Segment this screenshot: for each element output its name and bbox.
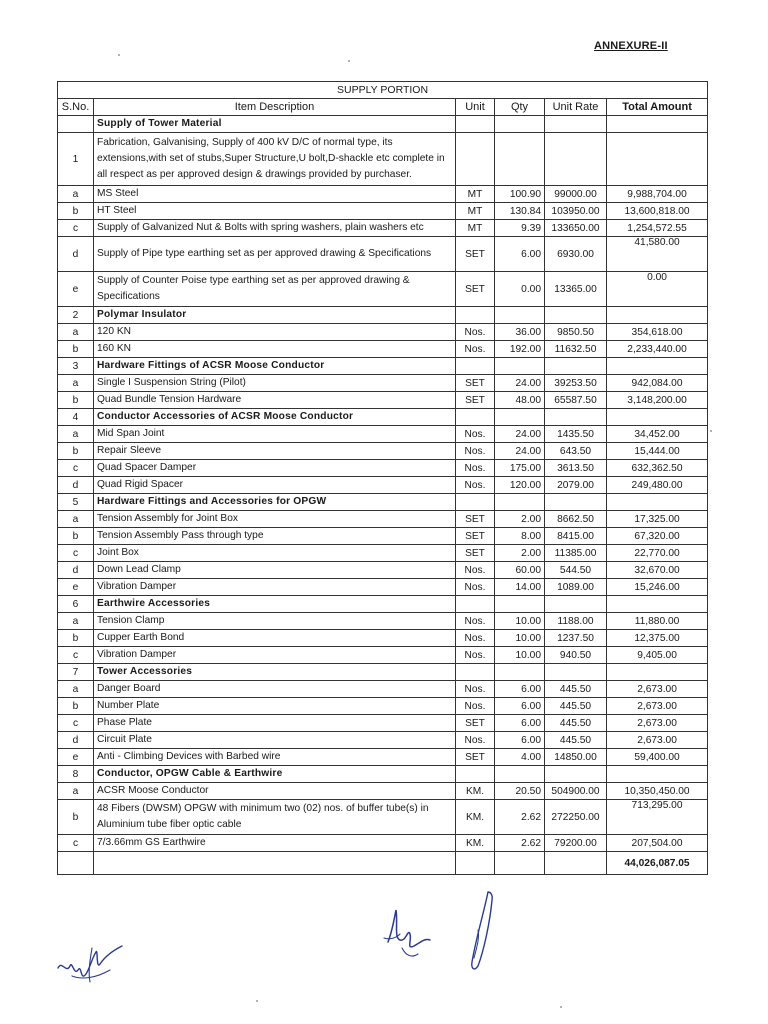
row-description: Mid Span Joint xyxy=(94,426,456,443)
row-unit: SET xyxy=(456,715,495,732)
row-unit-rate: 8415.00 xyxy=(545,528,607,545)
row-unit: KM. xyxy=(456,835,495,852)
row-description: Tension Assembly Pass through type xyxy=(94,528,456,545)
table-row xyxy=(58,579,708,596)
row-sno: d xyxy=(58,237,94,272)
row-unit xyxy=(456,116,495,133)
row-unit: SET xyxy=(456,511,495,528)
row-qty xyxy=(495,664,545,681)
table-row xyxy=(58,562,708,579)
row-unit-rate: 3613.50 xyxy=(545,460,607,477)
row-total-amount: 632,362.50 xyxy=(607,460,708,477)
row-qty xyxy=(495,133,545,186)
row-unit-rate: 2079.00 xyxy=(545,477,607,494)
row-sno: a xyxy=(58,511,94,528)
row-description: Quad Rigid Spacer xyxy=(94,477,456,494)
row-unit xyxy=(456,494,495,511)
table-body xyxy=(58,116,708,852)
row-unit: Nos. xyxy=(456,443,495,460)
row-sno: 1 xyxy=(58,133,94,186)
table-row xyxy=(58,460,708,477)
row-unit: SET xyxy=(456,272,495,307)
row-total-amount: 67,320.00 xyxy=(607,528,708,545)
row-total-amount xyxy=(607,494,708,511)
section-row xyxy=(58,358,708,375)
row-qty: 9.39 xyxy=(495,220,545,237)
row-unit-rate: 940.50 xyxy=(545,647,607,664)
table-row xyxy=(58,545,708,562)
row-unit: SET xyxy=(456,392,495,409)
row-unit: MT xyxy=(456,203,495,220)
row-sno: a xyxy=(58,426,94,443)
row-description: 7/3.66mm GS Earthwire xyxy=(94,835,456,852)
row-qty xyxy=(495,596,545,613)
row-qty: 120.00 xyxy=(495,477,545,494)
row-sno: b xyxy=(58,800,94,835)
row-qty: 6.00 xyxy=(495,732,545,749)
row-unit: SET xyxy=(456,237,495,272)
table-row xyxy=(58,203,708,220)
row-sno: 6 xyxy=(58,596,94,613)
row-sno: b xyxy=(58,630,94,647)
row-sno xyxy=(58,116,94,133)
row-unit-rate: 1435.50 xyxy=(545,426,607,443)
row-total-amount: 34,452.00 xyxy=(607,426,708,443)
table-row xyxy=(58,341,708,358)
row-unit-rate: 272250.00 xyxy=(545,800,607,835)
row-qty: 192.00 xyxy=(495,341,545,358)
table-row xyxy=(58,647,708,664)
row-description: Cupper Earth Bond xyxy=(94,630,456,647)
row-total-amount: 2,673.00 xyxy=(607,698,708,715)
row-qty: 48.00 xyxy=(495,392,545,409)
table-row xyxy=(58,237,708,272)
row-unit-rate: 445.50 xyxy=(545,715,607,732)
row-unit-rate: 445.50 xyxy=(545,698,607,715)
table-row xyxy=(58,220,708,237)
row-total-amount xyxy=(607,133,708,186)
table-row xyxy=(58,732,708,749)
row-unit-rate: 8662.50 xyxy=(545,511,607,528)
row-sno: c xyxy=(58,220,94,237)
row-description: Single I Suspension String (Pilot) xyxy=(94,375,456,392)
row-description: Hardware Fittings and Accessories for OPGW xyxy=(94,494,456,511)
row-sno: b xyxy=(58,698,94,715)
row-unit-rate: 643.50 xyxy=(545,443,607,460)
row-unit-rate: 79200.00 xyxy=(545,835,607,852)
section-row xyxy=(58,664,708,681)
section-row xyxy=(58,409,708,426)
section-row xyxy=(58,307,708,324)
row-qty: 8.00 xyxy=(495,528,545,545)
row-qty xyxy=(495,116,545,133)
row-total-amount xyxy=(607,307,708,324)
row-sno: e xyxy=(58,272,94,307)
row-unit-rate: 504900.00 xyxy=(545,783,607,800)
grand-total-amount: 44,026,087.05 xyxy=(607,852,708,875)
row-unit xyxy=(456,358,495,375)
row-unit-rate: 1237.50 xyxy=(545,630,607,647)
table-title: SUPPLY PORTION xyxy=(58,82,708,99)
row-description: Joint Box xyxy=(94,545,456,562)
row-description: Supply of Pipe type earthing set as per approved drawing & Specifications xyxy=(94,237,456,272)
header-unit-rate: Unit Rate xyxy=(545,99,607,116)
row-description: Tension Assembly for Joint Box xyxy=(94,511,456,528)
row-unit-rate: 544.50 xyxy=(545,562,607,579)
row-qty: 100.90 xyxy=(495,186,545,203)
row-unit-rate: 445.50 xyxy=(545,732,607,749)
row-sno: a xyxy=(58,375,94,392)
row-unit: SET xyxy=(456,375,495,392)
row-unit: SET xyxy=(456,545,495,562)
section-row xyxy=(58,494,708,511)
scan-speck xyxy=(348,60,350,62)
row-total-amount: 2,673.00 xyxy=(607,715,708,732)
row-sno: 4 xyxy=(58,409,94,426)
row-unit-rate: 11632.50 xyxy=(545,341,607,358)
row-description: Quad Bundle Tension Hardware xyxy=(94,392,456,409)
row-total-amount: 3,148,200.00 xyxy=(607,392,708,409)
row-unit-rate xyxy=(545,133,607,186)
table-row xyxy=(58,133,708,186)
row-qty: 6.00 xyxy=(495,237,545,272)
row-unit-rate xyxy=(545,766,607,783)
row-qty: 24.00 xyxy=(495,375,545,392)
header-unit: Unit xyxy=(456,99,495,116)
row-sno: a xyxy=(58,681,94,698)
row-unit: MT xyxy=(456,220,495,237)
row-unit: Nos. xyxy=(456,460,495,477)
row-total-amount: 354,618.00 xyxy=(607,324,708,341)
row-unit: Nos. xyxy=(456,647,495,664)
row-qty: 2.00 xyxy=(495,511,545,528)
row-total-amount: 2,233,440.00 xyxy=(607,341,708,358)
table-row xyxy=(58,835,708,852)
row-qty: 6.00 xyxy=(495,681,545,698)
row-sno: c xyxy=(58,715,94,732)
row-unit-rate: 103950.00 xyxy=(545,203,607,220)
row-total-amount: 9,405.00 xyxy=(607,647,708,664)
row-unit: Nos. xyxy=(456,732,495,749)
row-unit-rate: 39253.50 xyxy=(545,375,607,392)
row-unit-rate xyxy=(545,307,607,324)
annexure-label: ANNEXURE-II xyxy=(594,40,668,52)
row-total-amount: 0.00 xyxy=(607,272,708,307)
row-qty: 0.00 xyxy=(495,272,545,307)
row-sno: d xyxy=(58,477,94,494)
row-sno: c xyxy=(58,647,94,664)
row-sno: a xyxy=(58,324,94,341)
section-row xyxy=(58,766,708,783)
row-description: Supply of Counter Poise type earthing set as per approved drawing & Specifications xyxy=(94,272,456,307)
row-unit: Nos. xyxy=(456,698,495,715)
row-description: Hardware Fittings of ACSR Moose Conductor xyxy=(94,358,456,375)
row-unit-rate: 445.50 xyxy=(545,681,607,698)
row-qty: 36.00 xyxy=(495,324,545,341)
table-row xyxy=(58,392,708,409)
row-unit xyxy=(456,409,495,426)
row-description: ACSR Moose Conductor xyxy=(94,783,456,800)
row-unit: KM. xyxy=(456,783,495,800)
row-qty: 6.00 xyxy=(495,698,545,715)
row-description: Down Lead Clamp xyxy=(94,562,456,579)
row-unit-rate: 1089.00 xyxy=(545,579,607,596)
row-sno: 2 xyxy=(58,307,94,324)
grand-total-blank xyxy=(94,852,456,875)
row-description: Supply of Tower Material xyxy=(94,116,456,133)
row-description: Earthwire Accessories xyxy=(94,596,456,613)
row-qty: 2.62 xyxy=(495,835,545,852)
row-sno: e xyxy=(58,579,94,596)
row-description: 48 Fibers (DWSM) OPGW with minimum two (02) nos. of buffer tube(s) in Aluminium tube fiber optic cable xyxy=(94,800,456,835)
row-description: Number Plate xyxy=(94,698,456,715)
row-unit-rate: 11385.00 xyxy=(545,545,607,562)
row-total-amount xyxy=(607,664,708,681)
row-sno: 3 xyxy=(58,358,94,375)
row-sno: c xyxy=(58,835,94,852)
section-row xyxy=(58,596,708,613)
row-sno: b xyxy=(58,443,94,460)
row-unit: Nos. xyxy=(456,681,495,698)
row-total-amount: 249,480.00 xyxy=(607,477,708,494)
row-qty: 20.50 xyxy=(495,783,545,800)
row-sno: d xyxy=(58,562,94,579)
table-row xyxy=(58,613,708,630)
grand-total-blank xyxy=(58,852,94,875)
row-unit-rate: 99000.00 xyxy=(545,186,607,203)
row-description: Conductor Accessories of ACSR Moose Conductor xyxy=(94,409,456,426)
row-unit-rate: 133650.00 xyxy=(545,220,607,237)
row-unit xyxy=(456,596,495,613)
header-description: Item Description xyxy=(94,99,456,116)
row-description: 160 KN xyxy=(94,341,456,358)
table-row xyxy=(58,477,708,494)
row-sno: a xyxy=(58,613,94,630)
row-unit: Nos. xyxy=(456,477,495,494)
row-unit-rate xyxy=(545,664,607,681)
supply-portion-table xyxy=(57,81,708,875)
table-row xyxy=(58,749,708,766)
row-unit-rate: 13365.00 xyxy=(545,272,607,307)
row-unit xyxy=(456,133,495,186)
scan-speck xyxy=(256,1000,258,1002)
row-unit xyxy=(456,766,495,783)
row-unit-rate: 9850.50 xyxy=(545,324,607,341)
row-sno: 8 xyxy=(58,766,94,783)
row-sno: a xyxy=(58,783,94,800)
row-unit-rate: 1188.00 xyxy=(545,613,607,630)
row-qty xyxy=(495,494,545,511)
row-description: Phase Plate xyxy=(94,715,456,732)
signature-left xyxy=(52,930,132,990)
grand-total-blank xyxy=(495,852,545,875)
row-total-amount: 2,673.00 xyxy=(607,681,708,698)
row-total-amount: 942,084.00 xyxy=(607,375,708,392)
row-description: Vibration Damper xyxy=(94,579,456,596)
row-description: Circuit Plate xyxy=(94,732,456,749)
row-total-amount: 12,375.00 xyxy=(607,630,708,647)
row-qty: 130.84 xyxy=(495,203,545,220)
row-unit-rate: 14850.00 xyxy=(545,749,607,766)
row-total-amount xyxy=(607,116,708,133)
row-total-amount: 10,350,450.00 xyxy=(607,783,708,800)
table-row xyxy=(58,698,708,715)
row-qty: 60.00 xyxy=(495,562,545,579)
row-total-amount: 22,770.00 xyxy=(607,545,708,562)
row-qty: 24.00 xyxy=(495,443,545,460)
row-description: Vibration Damper xyxy=(94,647,456,664)
row-unit xyxy=(456,664,495,681)
row-qty: 24.00 xyxy=(495,426,545,443)
grand-total-blank xyxy=(456,852,495,875)
row-unit-rate: 6930.00 xyxy=(545,237,607,272)
row-unit: Nos. xyxy=(456,341,495,358)
row-description: Anti - Climbing Devices with Barbed wire xyxy=(94,749,456,766)
grand-total-blank xyxy=(545,852,607,875)
row-total-amount: 13,600,818.00 xyxy=(607,203,708,220)
table-row xyxy=(58,630,708,647)
row-total-amount xyxy=(607,766,708,783)
row-qty: 175.00 xyxy=(495,460,545,477)
row-description: Polymar Insulator xyxy=(94,307,456,324)
row-sno: e xyxy=(58,749,94,766)
row-unit: SET xyxy=(456,528,495,545)
row-unit: Nos. xyxy=(456,324,495,341)
row-qty xyxy=(495,358,545,375)
row-total-amount: 2,673.00 xyxy=(607,732,708,749)
row-total-amount: 15,444.00 xyxy=(607,443,708,460)
row-qty xyxy=(495,409,545,426)
row-description: Quad Spacer Damper xyxy=(94,460,456,477)
table-row xyxy=(58,511,708,528)
row-total-amount xyxy=(607,358,708,375)
row-unit: SET xyxy=(456,749,495,766)
row-description: Tension Clamp xyxy=(94,613,456,630)
table-row xyxy=(58,426,708,443)
row-total-amount: 207,504.00 xyxy=(607,835,708,852)
table-row xyxy=(58,528,708,545)
row-unit: Nos. xyxy=(456,613,495,630)
row-total-amount: 32,670.00 xyxy=(607,562,708,579)
row-sno: 7 xyxy=(58,664,94,681)
row-qty: 6.00 xyxy=(495,715,545,732)
row-unit: Nos. xyxy=(456,630,495,647)
row-sno: b xyxy=(58,341,94,358)
row-sno: 5 xyxy=(58,494,94,511)
table-row xyxy=(58,324,708,341)
signature-middle xyxy=(378,898,438,968)
row-sno: b xyxy=(58,203,94,220)
row-unit: Nos. xyxy=(456,579,495,596)
row-unit-rate xyxy=(545,116,607,133)
row-description: Fabrication, Galvanising, Supply of 400 kV D/C of normal type, its extensions,with set of stubs,Super Structure,U bolt,D-shackle etc complete in all respect as per approved design & drawings provided by purchaser. xyxy=(94,133,456,186)
row-sno: c xyxy=(58,545,94,562)
row-unit: Nos. xyxy=(456,562,495,579)
row-description: 120 KN xyxy=(94,324,456,341)
row-total-amount: 713,295.00 xyxy=(607,800,708,835)
signature-right xyxy=(460,886,500,978)
section-row xyxy=(58,116,708,133)
scan-speck xyxy=(560,1006,562,1008)
row-sno: b xyxy=(58,392,94,409)
row-unit-rate xyxy=(545,409,607,426)
row-unit: Nos. xyxy=(456,426,495,443)
table-row xyxy=(58,443,708,460)
row-qty: 10.00 xyxy=(495,630,545,647)
table-row xyxy=(58,715,708,732)
row-sno: b xyxy=(58,528,94,545)
row-qty: 14.00 xyxy=(495,579,545,596)
row-unit: MT xyxy=(456,186,495,203)
row-total-amount xyxy=(607,596,708,613)
table-row xyxy=(58,375,708,392)
row-qty: 4.00 xyxy=(495,749,545,766)
row-description: MS Steel xyxy=(94,186,456,203)
table-row xyxy=(58,681,708,698)
header-total-amount: Total Amount xyxy=(607,99,708,116)
row-qty: 2.62 xyxy=(495,800,545,835)
row-qty: 2.00 xyxy=(495,545,545,562)
header-sno: S.No. xyxy=(58,99,94,116)
row-qty: 10.00 xyxy=(495,613,545,630)
scan-speck xyxy=(118,54,120,56)
row-description: Tower Accessories xyxy=(94,664,456,681)
row-sno: d xyxy=(58,732,94,749)
table-row xyxy=(58,783,708,800)
row-qty: 10.00 xyxy=(495,647,545,664)
row-unit: KM. xyxy=(456,800,495,835)
row-unit-rate xyxy=(545,596,607,613)
table-row xyxy=(58,272,708,307)
row-unit xyxy=(456,307,495,324)
header-qty: Qty xyxy=(495,99,545,116)
row-unit-rate xyxy=(545,358,607,375)
row-unit-rate xyxy=(545,494,607,511)
row-description: Repair Sleeve xyxy=(94,443,456,460)
row-description: Supply of Galvanized Nut & Bolts with spring washers, plain washers etc xyxy=(94,220,456,237)
row-total-amount xyxy=(607,409,708,426)
row-sno: a xyxy=(58,186,94,203)
row-total-amount: 15,246.00 xyxy=(607,579,708,596)
row-total-amount: 59,400.00 xyxy=(607,749,708,766)
row-total-amount: 11,880.00 xyxy=(607,613,708,630)
table-row xyxy=(58,186,708,203)
row-qty xyxy=(495,307,545,324)
row-total-amount: 17,325.00 xyxy=(607,511,708,528)
scan-speck xyxy=(710,430,712,432)
row-total-amount: 41,580.00 xyxy=(607,237,708,272)
row-description: Conductor, OPGW Cable & Earthwire xyxy=(94,766,456,783)
table-row xyxy=(58,800,708,835)
row-total-amount: 9,988,704.00 xyxy=(607,186,708,203)
row-description: HT Steel xyxy=(94,203,456,220)
row-sno: c xyxy=(58,460,94,477)
row-description: Danger Board xyxy=(94,681,456,698)
row-total-amount: 1,254,572.55 xyxy=(607,220,708,237)
row-unit-rate: 65587.50 xyxy=(545,392,607,409)
row-qty xyxy=(495,766,545,783)
